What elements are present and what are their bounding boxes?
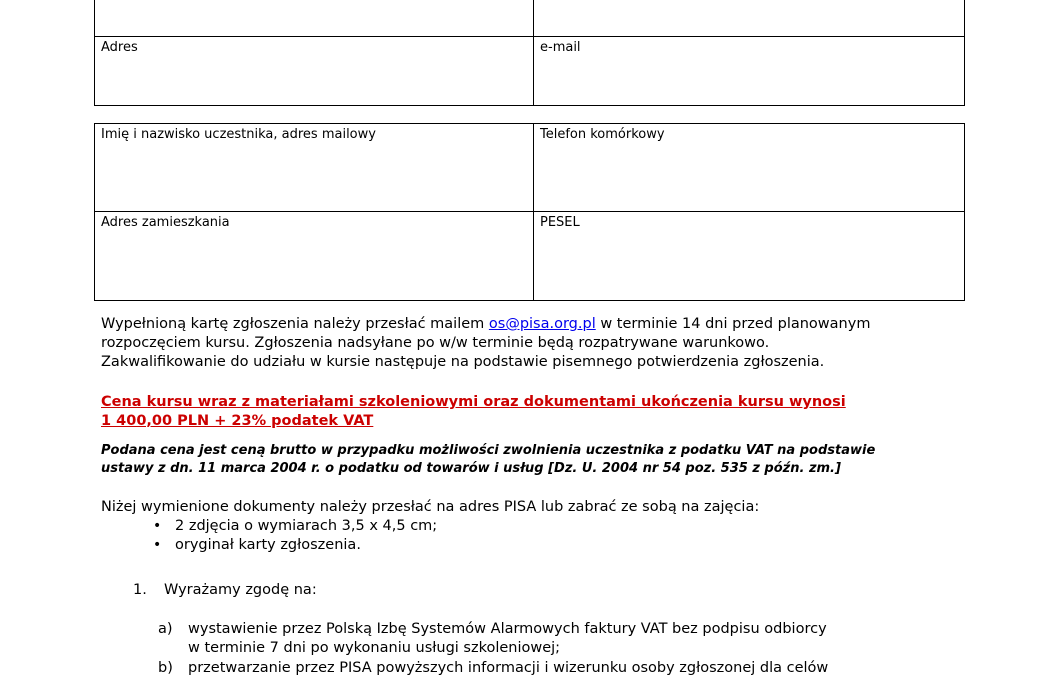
address-label: Adres — [101, 40, 138, 55]
company-cell-empty-left[interactable] — [95, 0, 534, 36]
info-line-1 — [101, 315, 870, 334]
bullet-icon: • — [153, 518, 162, 534]
participant-data-table — [94, 123, 965, 301]
vat-note-line-1: Podana cena jest ceną brutto w przypadku możliwości zwolnienia uczestnika z podatku VAT na podstawie — [101, 443, 876, 458]
company-table-row-top — [95, 0, 964, 37]
document-item-photos: 2 zdjęcia o wymiarach 3,5 x 4,5 cm; — [175, 518, 438, 534]
mobile-phone-label: Telefon komórkowy — [540, 127, 665, 142]
participant-name-label: Imię i nazwisko uczestnika, adres mailowy — [101, 127, 376, 142]
pesel-field[interactable] — [534, 212, 964, 300]
consent-item-a-line-1: wystawienie przez Polską Izbę Systemów Alarmowych faktury VAT bez podpisu odbiorcy — [188, 621, 827, 637]
consent-title: Wyrażamy zgodę na: — [164, 582, 317, 598]
consent-item-a-marker: a) — [158, 621, 173, 637]
home-address-label: Adres zamieszkania — [101, 215, 230, 230]
email-link[interactable]: os@pisa.org.pl — [488, 316, 596, 332]
consent-number: 1. — [133, 582, 147, 598]
info-line-1-start: Wypełnioną kartę zgłoszenia należy przesłać mailem — [101, 316, 489, 332]
address-field[interactable] — [95, 37, 534, 105]
email-label: e-mail — [540, 40, 581, 55]
consent-item-b-marker: b) — [158, 660, 173, 676]
mobile-phone-field[interactable] — [534, 124, 964, 211]
info-line-2: rozpoczęciem kursu. Zgłoszenia nadsyłane po w/w terminie będą rozpatrywane warunkowo. — [101, 335, 770, 351]
bullet-icon: • — [153, 537, 162, 553]
participant-name-field[interactable] — [95, 124, 534, 211]
vat-note-line-2: ustawy z dn. 11 marca 2004 r. o podatku od towarów i usług [Dz. U. 2004 nr 54 poz. 535 z późn. zm.] — [101, 461, 841, 476]
company-cell-empty-right[interactable] — [534, 0, 964, 36]
participant-table-row-name — [95, 124, 964, 212]
consent-item-b-line-1: przetwarzanie przez PISA powyższych informacji i wizerunku osoby zgłoszonej dla celów — [188, 660, 829, 676]
info-line-3: Zakwalifikowanie do udziału w kursie następuje na podstawie pisemnego potwierdzenia zgłoszenia. — [101, 354, 825, 370]
home-address-field[interactable] — [95, 212, 534, 300]
info-line-1-end: w terminie 14 dni przed planowanym — [595, 316, 871, 332]
participant-table-row-address — [95, 212, 964, 300]
email-field[interactable] — [534, 37, 964, 105]
price-line-2: 1 400,00 PLN + 23% podatek VAT — [101, 413, 374, 429]
documents-intro: Niżej wymienione dokumenty należy przesłać na adres PISA lub zabrać ze sobą na zajęcia: — [101, 499, 760, 515]
consent-item-a-line-2: w terminie 7 dni po wykonaniu usługi szkoleniowej; — [188, 640, 561, 656]
document-item-original-form: oryginał karty zgłoszenia. — [175, 537, 361, 553]
company-table-row-address — [95, 37, 964, 105]
company-data-table — [94, 0, 965, 106]
pesel-label: PESEL — [540, 215, 580, 230]
price-line-1: Cena kursu wraz z materiałami szkoleniowymi oraz dokumentami ukończenia kursu wynosi — [101, 394, 846, 410]
